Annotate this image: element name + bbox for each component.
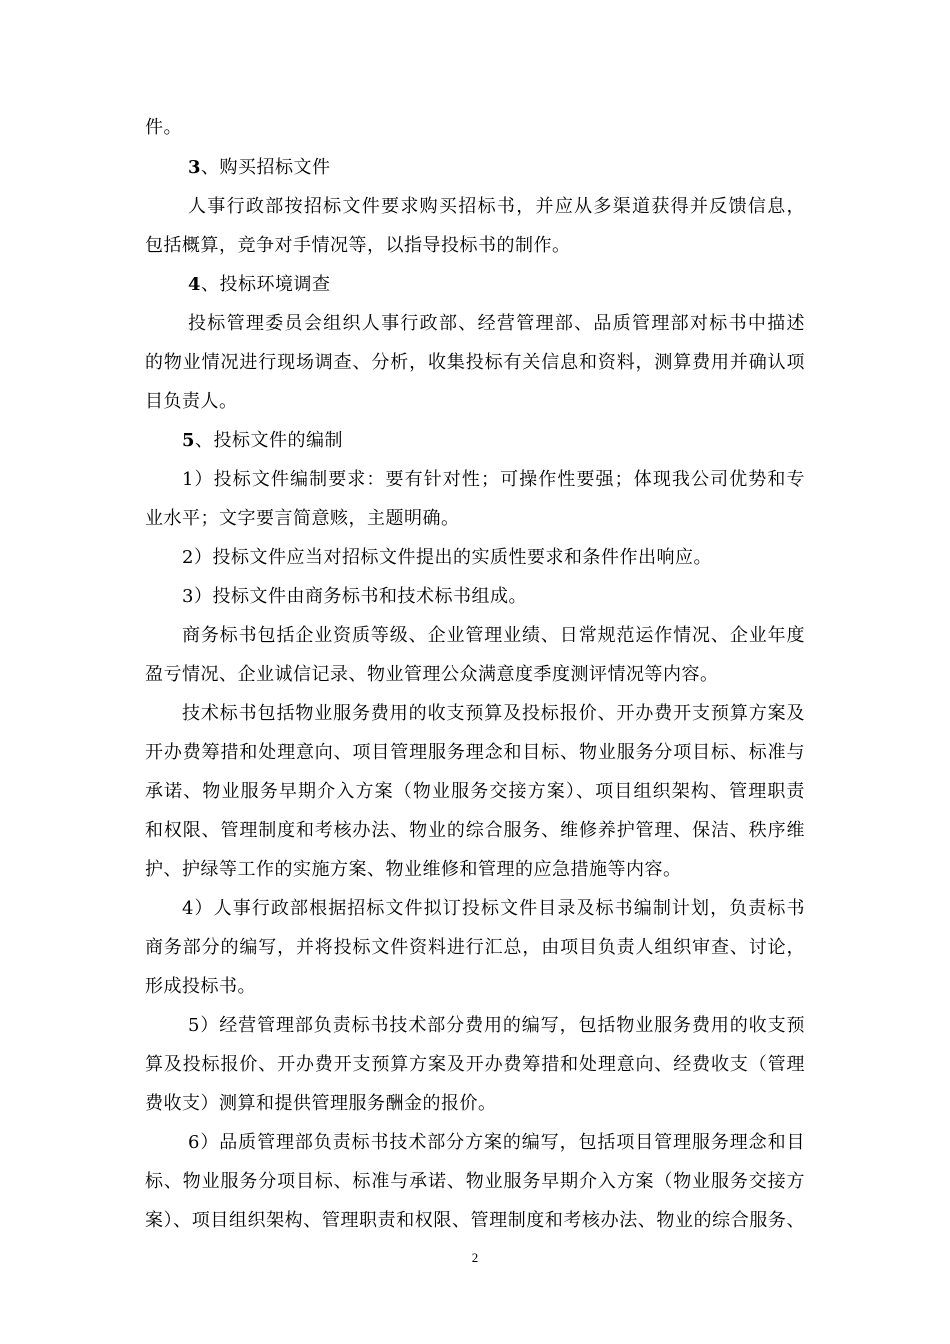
section-number: 3: [188, 157, 202, 178]
text-line: 标、物业服务分项目标、标准与承诺、物业服务早期介入方案（物业服务交接方: [145, 1171, 805, 1192]
text-line: 5）经营管理部负责标书技术部分费用的编写，包括物业服务费用的收支预: [188, 1015, 805, 1036]
text-line: 目负责人。: [145, 391, 238, 412]
section-heading-4: [188, 273, 488, 297]
text-line: 1）投标文件编制要求：要有针对性；可操作性要强；体现我公司优势和专: [182, 469, 805, 490]
text-line: 件。: [145, 117, 182, 138]
text-line: 投标管理委员会组织人事行政部、经营管理部、品质管理部对标书中描述: [188, 313, 805, 334]
text-line: 6）品质管理部负责标书技术部分方案的编写，包括项目管理服务理念和目: [188, 1132, 805, 1153]
text-line: 人事行政部按招标文件要求购买招标书，并应从多渠道获得并反馈信息，: [188, 196, 805, 217]
page-number: 2: [471, 1250, 479, 1265]
text-line: 承诺、物业服务早期介入方案（物业服务交接方案）、项目组织架构、管理职责: [145, 781, 805, 802]
section-number: 5: [182, 430, 196, 451]
text-line: 案）、项目组织架构、管理职责和权限、管理制度和考核办法、物业的综合服务、: [145, 1210, 805, 1231]
text-line: 和权限、管理制度和考核办法、物业的综合服务、维修养护管理、保洁、秩序维: [145, 820, 805, 841]
section-title: 、购买招标文件: [201, 157, 331, 178]
text-line: 技术标书包括物业服务费用的收支预算及投标报价、开办费开支预算方案及: [182, 703, 805, 724]
text-line: 商务标书包括企业资质等级、企业管理业绩、日常规范运作情况、企业年度: [182, 625, 805, 646]
text-line: 盈亏情况、企业诚信记录、物业管理公众满意度季度测评情况等内容。: [145, 664, 719, 685]
section-heading-3: [188, 156, 488, 180]
text-line: 2）投标文件应当对招标文件提出的实质性要求和条件作出响应。: [182, 547, 712, 568]
text-line: 业水平；文字要言简意赅，主题明确。: [145, 508, 460, 529]
text-line: 费收支）测算和提供管理服务酬金的报价。: [145, 1093, 497, 1114]
section-title: 、投标文件的编制: [195, 430, 344, 451]
text-line: 的物业情况进行现场调查、分析，收集投标有关信息和资料，测算费用并确认项: [145, 352, 805, 373]
text-line: 3）投标文件由商务标书和技术标书组成。: [182, 586, 527, 607]
text-line: 商务部分的编写，并将投标文件资料进行汇总，由项目负责人组织审查、讨论，: [145, 937, 805, 958]
text-line: 算及投标报价、开办费开支预算方案及开办费筹措和处理意向、经费收支（管理: [145, 1054, 805, 1075]
text-line: 4）人事行政部根据招标文件拟订投标文件目录及标书编制计划，负责标书: [182, 898, 805, 919]
section-heading-5: [182, 429, 482, 453]
text-line: 护、护绿等工作的实施方案、物业维修和管理的应急措施等内容。: [145, 859, 682, 880]
text-line: 开办费筹措和处理意向、项目管理服务理念和目标、物业服务分项目标、标准与: [145, 742, 805, 763]
section-number: 4: [188, 274, 202, 295]
text-line: 形成投标书。: [145, 976, 256, 997]
text-line: 包括概算，竞争对手情况等，以指导投标书的制作。: [145, 235, 571, 256]
section-title: 、投标环境调查: [201, 274, 331, 295]
